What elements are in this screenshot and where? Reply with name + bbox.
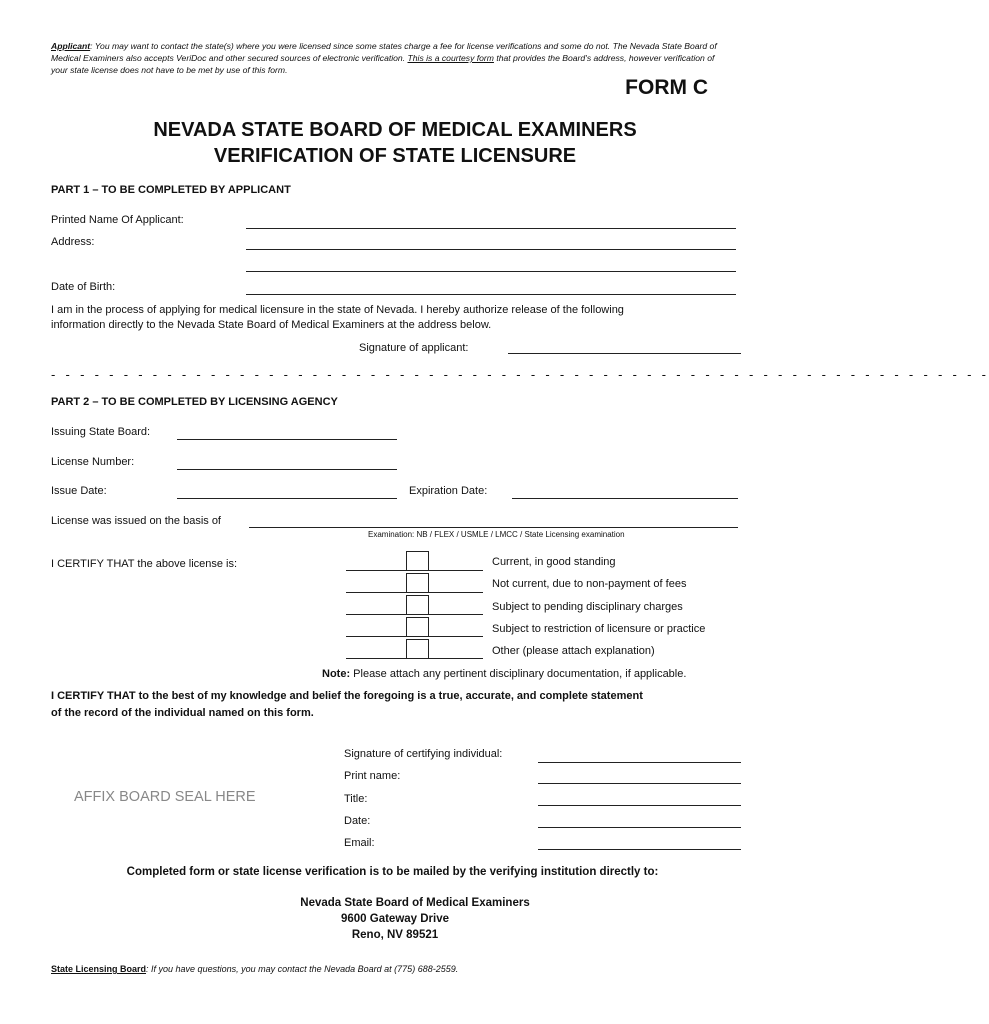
status-line-right[interactable] xyxy=(428,614,483,615)
applicant-note-text1: : You may want to contact the state(s) where you were licensed since some states charge a fee for license verifications and some do not. The Nevada State Board of Medical Examiners also accepts VeriDoc and other secured sources of electronic verification. xyxy=(51,41,717,63)
certify-status-label: I CERTIFY THAT the above license is: xyxy=(51,558,238,570)
courtesy-form-text: This is a courtesy form xyxy=(407,53,494,63)
authorization-line-2: information directly to the Nevada State Board of Medical Examiners at the address below. xyxy=(51,319,492,331)
status-checkbox[interactable] xyxy=(406,639,429,659)
address-label: Address: xyxy=(51,236,95,248)
status-line-right[interactable] xyxy=(428,570,483,571)
part2-heading: PART 2 – TO BE COMPLETED BY LICENSING AGENCY xyxy=(51,396,338,408)
expiration-date-field[interactable] xyxy=(512,498,738,499)
dob-field[interactable] xyxy=(246,294,736,295)
status-line-left[interactable] xyxy=(346,614,406,615)
basis-label: License was issued on the basis of xyxy=(51,515,221,527)
board-seal-area: AFFIX BOARD SEAL HERE xyxy=(74,789,256,805)
issuing-board-label: Issuing State Board: xyxy=(51,426,151,438)
dob-label: Date of Birth: xyxy=(51,281,116,293)
print-name-field[interactable] xyxy=(538,783,741,784)
mailing-city: Reno, NV 89521 xyxy=(351,929,439,941)
address-field-line-1[interactable] xyxy=(246,249,736,250)
certifier-signature-field[interactable] xyxy=(538,762,741,763)
basis-options-text: Examination: NB / FLEX / USMLE / LMCC / State Licensing examination xyxy=(368,530,625,539)
printed-name-label: Printed Name Of Applicant: xyxy=(51,214,184,226)
status-option-restricted: Subject to restriction of licensure or practice xyxy=(492,623,706,635)
status-option-current: Current, in good standing xyxy=(492,556,616,568)
email-label: Email: xyxy=(344,837,375,849)
license-number-label: License Number: xyxy=(51,456,135,468)
date-field[interactable] xyxy=(538,827,741,828)
status-option-pending: Subject to pending disciplinary charges xyxy=(492,601,683,613)
title-line-2: VERIFICATION OF STATE LICENSURE xyxy=(213,145,577,167)
issue-date-field[interactable] xyxy=(177,498,397,499)
license-number-field[interactable] xyxy=(177,469,397,470)
status-line-right[interactable] xyxy=(428,636,483,637)
date-label: Date: xyxy=(344,815,371,827)
certify-statement-line-2: of the record of the individual named on this form. xyxy=(51,707,314,719)
applicant-note-lead: Applicant xyxy=(51,41,91,51)
form-id: FORM C xyxy=(625,76,708,99)
attach-note-label: Note: xyxy=(322,668,351,680)
status-option-not-current: Not current, due to non-payment of fees xyxy=(492,578,687,590)
status-line-left[interactable] xyxy=(346,636,406,637)
email-field[interactable] xyxy=(538,849,741,850)
basis-field[interactable] xyxy=(249,527,738,528)
applicant-note-text2: that provides the Board's address, however verification of your state license does not have to be met by use of this form. xyxy=(51,53,715,75)
attach-note-text: Please attach any pertinent disciplinary documentation, if applicable. xyxy=(350,668,687,680)
status-line-right[interactable] xyxy=(428,592,483,593)
status-checkbox[interactable] xyxy=(406,573,429,593)
authorization-line-1: I am in the process of applying for medical licensure in the state of Nevada. I hereby authorize release of the following xyxy=(51,304,624,316)
status-option-other: Other (please attach explanation) xyxy=(492,645,655,657)
mailing-instruction: Completed form or state license verification is to be mailed by the verifying institution directly to: xyxy=(126,866,659,878)
title-line-1: NEVADA STATE BOARD OF MEDICAL EXAMINERS xyxy=(153,119,637,141)
print-name-label: Print name: xyxy=(344,770,401,782)
title-field[interactable] xyxy=(538,805,741,806)
applicant-signature-field[interactable] xyxy=(508,353,741,354)
part1-heading: PART 1 – TO BE COMPLETED BY APPLICANT xyxy=(51,184,291,196)
footer-text: : If you have questions, you may contact the Nevada Board at (775) 688-2559. xyxy=(146,964,459,974)
mailing-name: Nevada State Board of Medical Examiners xyxy=(300,897,530,909)
footer-note xyxy=(51,964,458,974)
footer-lead: State Licensing Board xyxy=(51,964,147,974)
expiration-date-label: Expiration Date: xyxy=(409,485,488,497)
issue-date-label: Issue Date: xyxy=(51,485,107,497)
address-field-line-2[interactable] xyxy=(246,271,736,272)
cut-divider: - - - - - - - - - - - - - - - - - - - - - - - - - - - - - - - - - - - - - - - - - - - - - - - - - - - - - - - - - - - - - - - - - xyxy=(51,367,989,382)
status-checkbox[interactable] xyxy=(406,595,429,615)
status-line-left[interactable] xyxy=(346,592,406,593)
status-line-left[interactable] xyxy=(346,570,406,571)
mailing-street: 9600 Gateway Drive xyxy=(340,913,450,925)
title-label: Title: xyxy=(344,793,368,805)
applicant-signature-label: Signature of applicant: xyxy=(359,342,469,354)
status-checkbox[interactable] xyxy=(406,551,429,571)
attach-note xyxy=(322,668,686,680)
status-line-right[interactable] xyxy=(428,658,483,659)
issuing-board-field[interactable] xyxy=(177,439,397,440)
status-line-left[interactable] xyxy=(346,658,406,659)
applicant-note xyxy=(51,40,731,76)
certify-statement-line-1: I CERTIFY THAT to the best of my knowledge and belief the foregoing is a true, accurate, and complete statement xyxy=(51,690,643,702)
status-checkbox[interactable] xyxy=(406,617,429,637)
printed-name-field[interactable] xyxy=(246,228,736,229)
certifier-signature-label: Signature of certifying individual: xyxy=(344,748,503,760)
